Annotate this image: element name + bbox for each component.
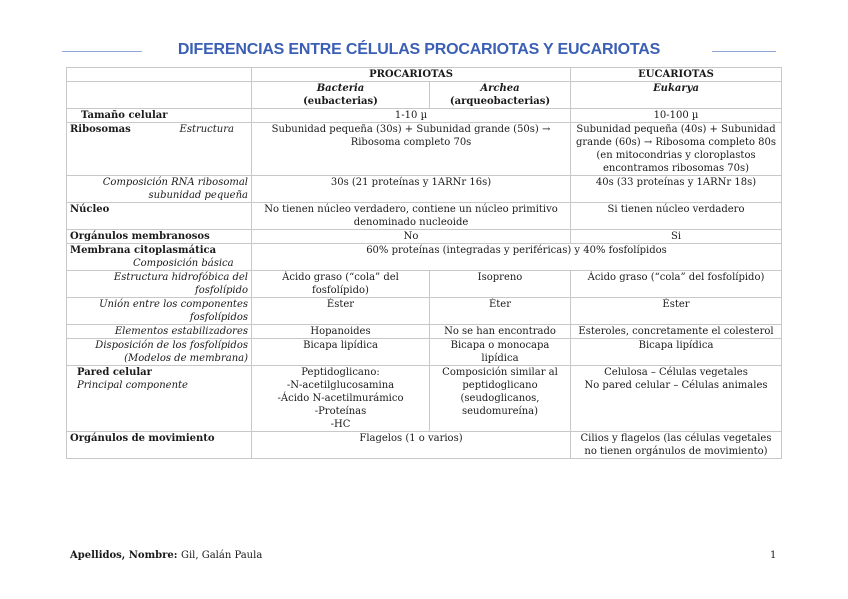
cell-eucariotas: 40s (33 proteínas y 1ARNr 18s) (571, 176, 782, 203)
row-label-cell (67, 366, 252, 432)
archea-label: Archea (480, 83, 520, 94)
cell-eucariotas (571, 366, 782, 432)
page-number: 1 (770, 550, 777, 561)
row-organulos (67, 230, 782, 244)
cell-eucariotas: Esteroles, concretamente el colesterol (571, 325, 782, 339)
cell-archea: No se han encontrado (430, 325, 571, 339)
row-label-cell (67, 123, 252, 176)
header-bacteria (252, 82, 430, 109)
header-eucariotas: EUCARIOTAS (571, 68, 782, 82)
pared-line: Celulosa – Células vegetales (604, 367, 748, 378)
row-label: Unión entre los componentes fosfolípidos (67, 298, 252, 325)
row-estabilizadores (67, 325, 782, 339)
row-sublabel: Principal componente (77, 380, 188, 391)
row-hidrofobica (67, 271, 782, 298)
footer-label: Apellidos, Nombre: (70, 550, 178, 561)
row-label: Composición RNA ribosomal subunidad pequeña (67, 176, 252, 203)
page-title: DIFERENCIAS ENTRE CÉLULAS PROCARIOTAS Y EUCARIOTAS (177, 41, 661, 58)
pared-line: -N-acetilglucosamina (286, 380, 395, 391)
header-eukarya (571, 82, 782, 109)
cell-bacteria: Éster (252, 298, 430, 325)
pared-line: -Ácido N-acetilmurámico (277, 393, 404, 404)
archea-sub-label: (arqueobacterias) (449, 96, 551, 107)
row-union (67, 298, 782, 325)
bacteria-sub-label: (eubacterias) (303, 96, 378, 107)
cell-bacteria: Hopanoides (252, 325, 430, 339)
row-label: Tamaño celular (67, 109, 252, 123)
row-label: Membrana citoplasmática (70, 245, 217, 256)
cell-all: 60% proteínas (integradas y periféricas) y 40% fosfolípidos (252, 244, 782, 271)
cell-procariotas: No tienen núcleo verdadero, contiene un núcleo primitivo denominado nucleoide (252, 203, 571, 230)
row-sublabel: Estructura (179, 124, 234, 135)
row-pared (67, 366, 782, 432)
cell-archea: Composición similar al peptidoglicano (seudoglicanos, seudomureína) (430, 366, 571, 432)
header-empty-cell (67, 68, 252, 82)
row-disposicion (67, 339, 782, 366)
header-empty-cell (67, 82, 252, 109)
row-label-cell (67, 244, 252, 271)
cell-archea: Éter (430, 298, 571, 325)
cell-procariotas: No (252, 230, 571, 244)
cell-archea: Bicapa o monocapa lipídica (430, 339, 571, 366)
bacteria-label: Bacteria (316, 83, 365, 94)
cell-eucariotas: 10-100 µ (571, 109, 782, 123)
row-sublabel: Composición básica (133, 258, 234, 269)
row-ribosomas (67, 123, 782, 176)
eukarya-label: Eukarya (653, 83, 699, 94)
cell-eucariotas: Bicapa lipídica (571, 339, 782, 366)
footer-name: Gil, Galán Paula (180, 550, 263, 561)
row-tamano (67, 109, 782, 123)
cell-eucariotas: Cilios y flagelos (las células vegetales no tienen orgánulos de movimiento) (571, 432, 782, 459)
cell-procariotas: 30s (21 proteínas y 1ARNr 16s) (252, 176, 571, 203)
cell-bacteria: Ácido graso (“cola” del fosfolípido) (252, 271, 430, 298)
row-label: Estructura hidrofóbica del fosfolípido (67, 271, 252, 298)
pared-line: No pared celular – Células animales (584, 380, 768, 391)
cell-procariotas: 1-10 µ (252, 109, 571, 123)
row-label: Disposición de los fosfolípidos (Modelos de membrana) (67, 339, 252, 366)
row-label: Orgánulos de movimiento (67, 432, 252, 459)
header-row-groups (67, 68, 782, 82)
comparison-table (66, 67, 782, 459)
row-label: Pared celular (77, 367, 152, 378)
cell-bacteria: Bicapa lipídica (252, 339, 430, 366)
header-row-domains (67, 82, 782, 109)
row-label: Orgánulos membranosos (67, 230, 252, 244)
cell-eucariotas: Subunidad pequeña (40s) + Subunidad grande (60s) → Ribosoma completo 80s (en mitocondrias y cloroplastos encontramos ribosomas 70s) (571, 123, 782, 176)
cell-procariotas: Subunidad pequeña (30s) + Subunidad grande (50s) → Ribosoma completo 70s (252, 123, 571, 176)
cell-eucariotas: Si (571, 230, 782, 244)
row-nucleo (67, 203, 782, 230)
cell-eucariotas: Si tienen núcleo verdadero (571, 203, 782, 230)
header-procariotas: PROCARIOTAS (252, 68, 571, 82)
cell-archea: Isopreno (430, 271, 571, 298)
title-banner (62, 40, 776, 62)
row-rna (67, 176, 782, 203)
cell-eucariotas: Éster (571, 298, 782, 325)
footer-author (70, 550, 262, 561)
cell-eucariotas: Ácido graso (“cola” del fosfolípido) (571, 271, 782, 298)
row-membrana (67, 244, 782, 271)
row-movimiento (67, 432, 782, 459)
pared-line: -HC (330, 419, 351, 430)
row-label: Elementos estabilizadores (67, 325, 252, 339)
row-label: Núcleo (67, 203, 252, 230)
header-archea (430, 82, 571, 109)
title-rule-right (712, 51, 776, 52)
cell-bacteria (252, 366, 430, 432)
row-label: Ribosomas (70, 124, 131, 135)
pared-line: Peptidoglicano: (301, 367, 380, 378)
cell-procariotas: Flagelos (1 o varios) (252, 432, 571, 459)
pared-line: -Proteínas (314, 406, 367, 417)
